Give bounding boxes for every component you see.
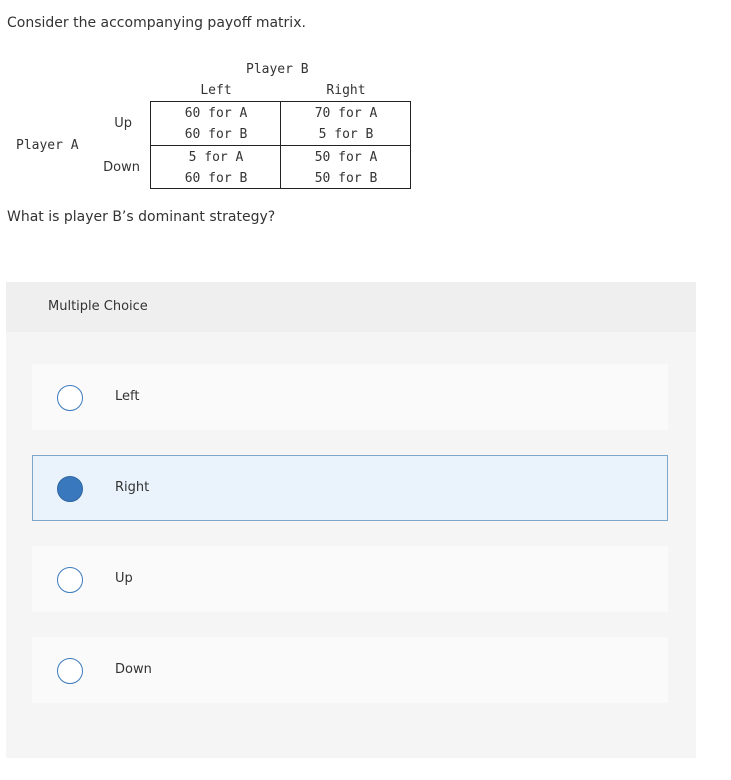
question-text: What is player B’s dominant strategy? [7,209,276,225]
radio-selected-icon[interactable] [57,476,83,502]
radio-unselected-icon[interactable] [57,658,83,684]
cell-payoff-b: 50 for B [314,171,378,186]
choice-label: Up [115,571,133,586]
column-player-label: Player B [246,62,309,77]
choice-label: Left [115,389,140,404]
cell-payoff-b: 60 for B [184,171,248,186]
column-header-left: Left [200,83,232,98]
choice-option-left[interactable] [32,364,668,430]
radio-unselected-icon[interactable] [57,385,83,411]
payoff-matrix [150,101,411,189]
cell-payoff-b: 60 for B [184,127,248,142]
radio-unselected-icon[interactable] [57,567,83,593]
cell-payoff-a: 60 for A [184,106,248,121]
cell-payoff-a: 5 for A [188,150,244,165]
multiple-choice-panel [6,282,696,758]
cell-down-left [151,147,281,190]
choice-label: Right [115,480,150,495]
cell-payoff-a: 50 for A [314,150,378,165]
multiple-choice-title: Multiple Choice [48,299,148,314]
choice-option-up[interactable] [32,546,668,612]
question-prompt: Consider the accompanying payoff matrix. [7,15,306,31]
cell-payoff-a: 70 for A [314,106,378,121]
cell-up-left [151,103,281,146]
cell-up-right [281,103,411,146]
row-header-up: Up [114,116,132,131]
choice-option-right[interactable] [32,455,668,521]
column-header-right: Right [326,83,366,98]
row-header-down: Down [103,160,140,175]
row-player-label: Player A [16,138,79,153]
choice-label: Down [115,662,152,677]
cell-down-right [281,147,411,190]
matrix-divider-horizontal [151,145,410,146]
choice-option-down[interactable] [32,637,668,703]
cell-payoff-b: 5 for B [318,127,374,142]
multiple-choice-header [6,282,696,332]
